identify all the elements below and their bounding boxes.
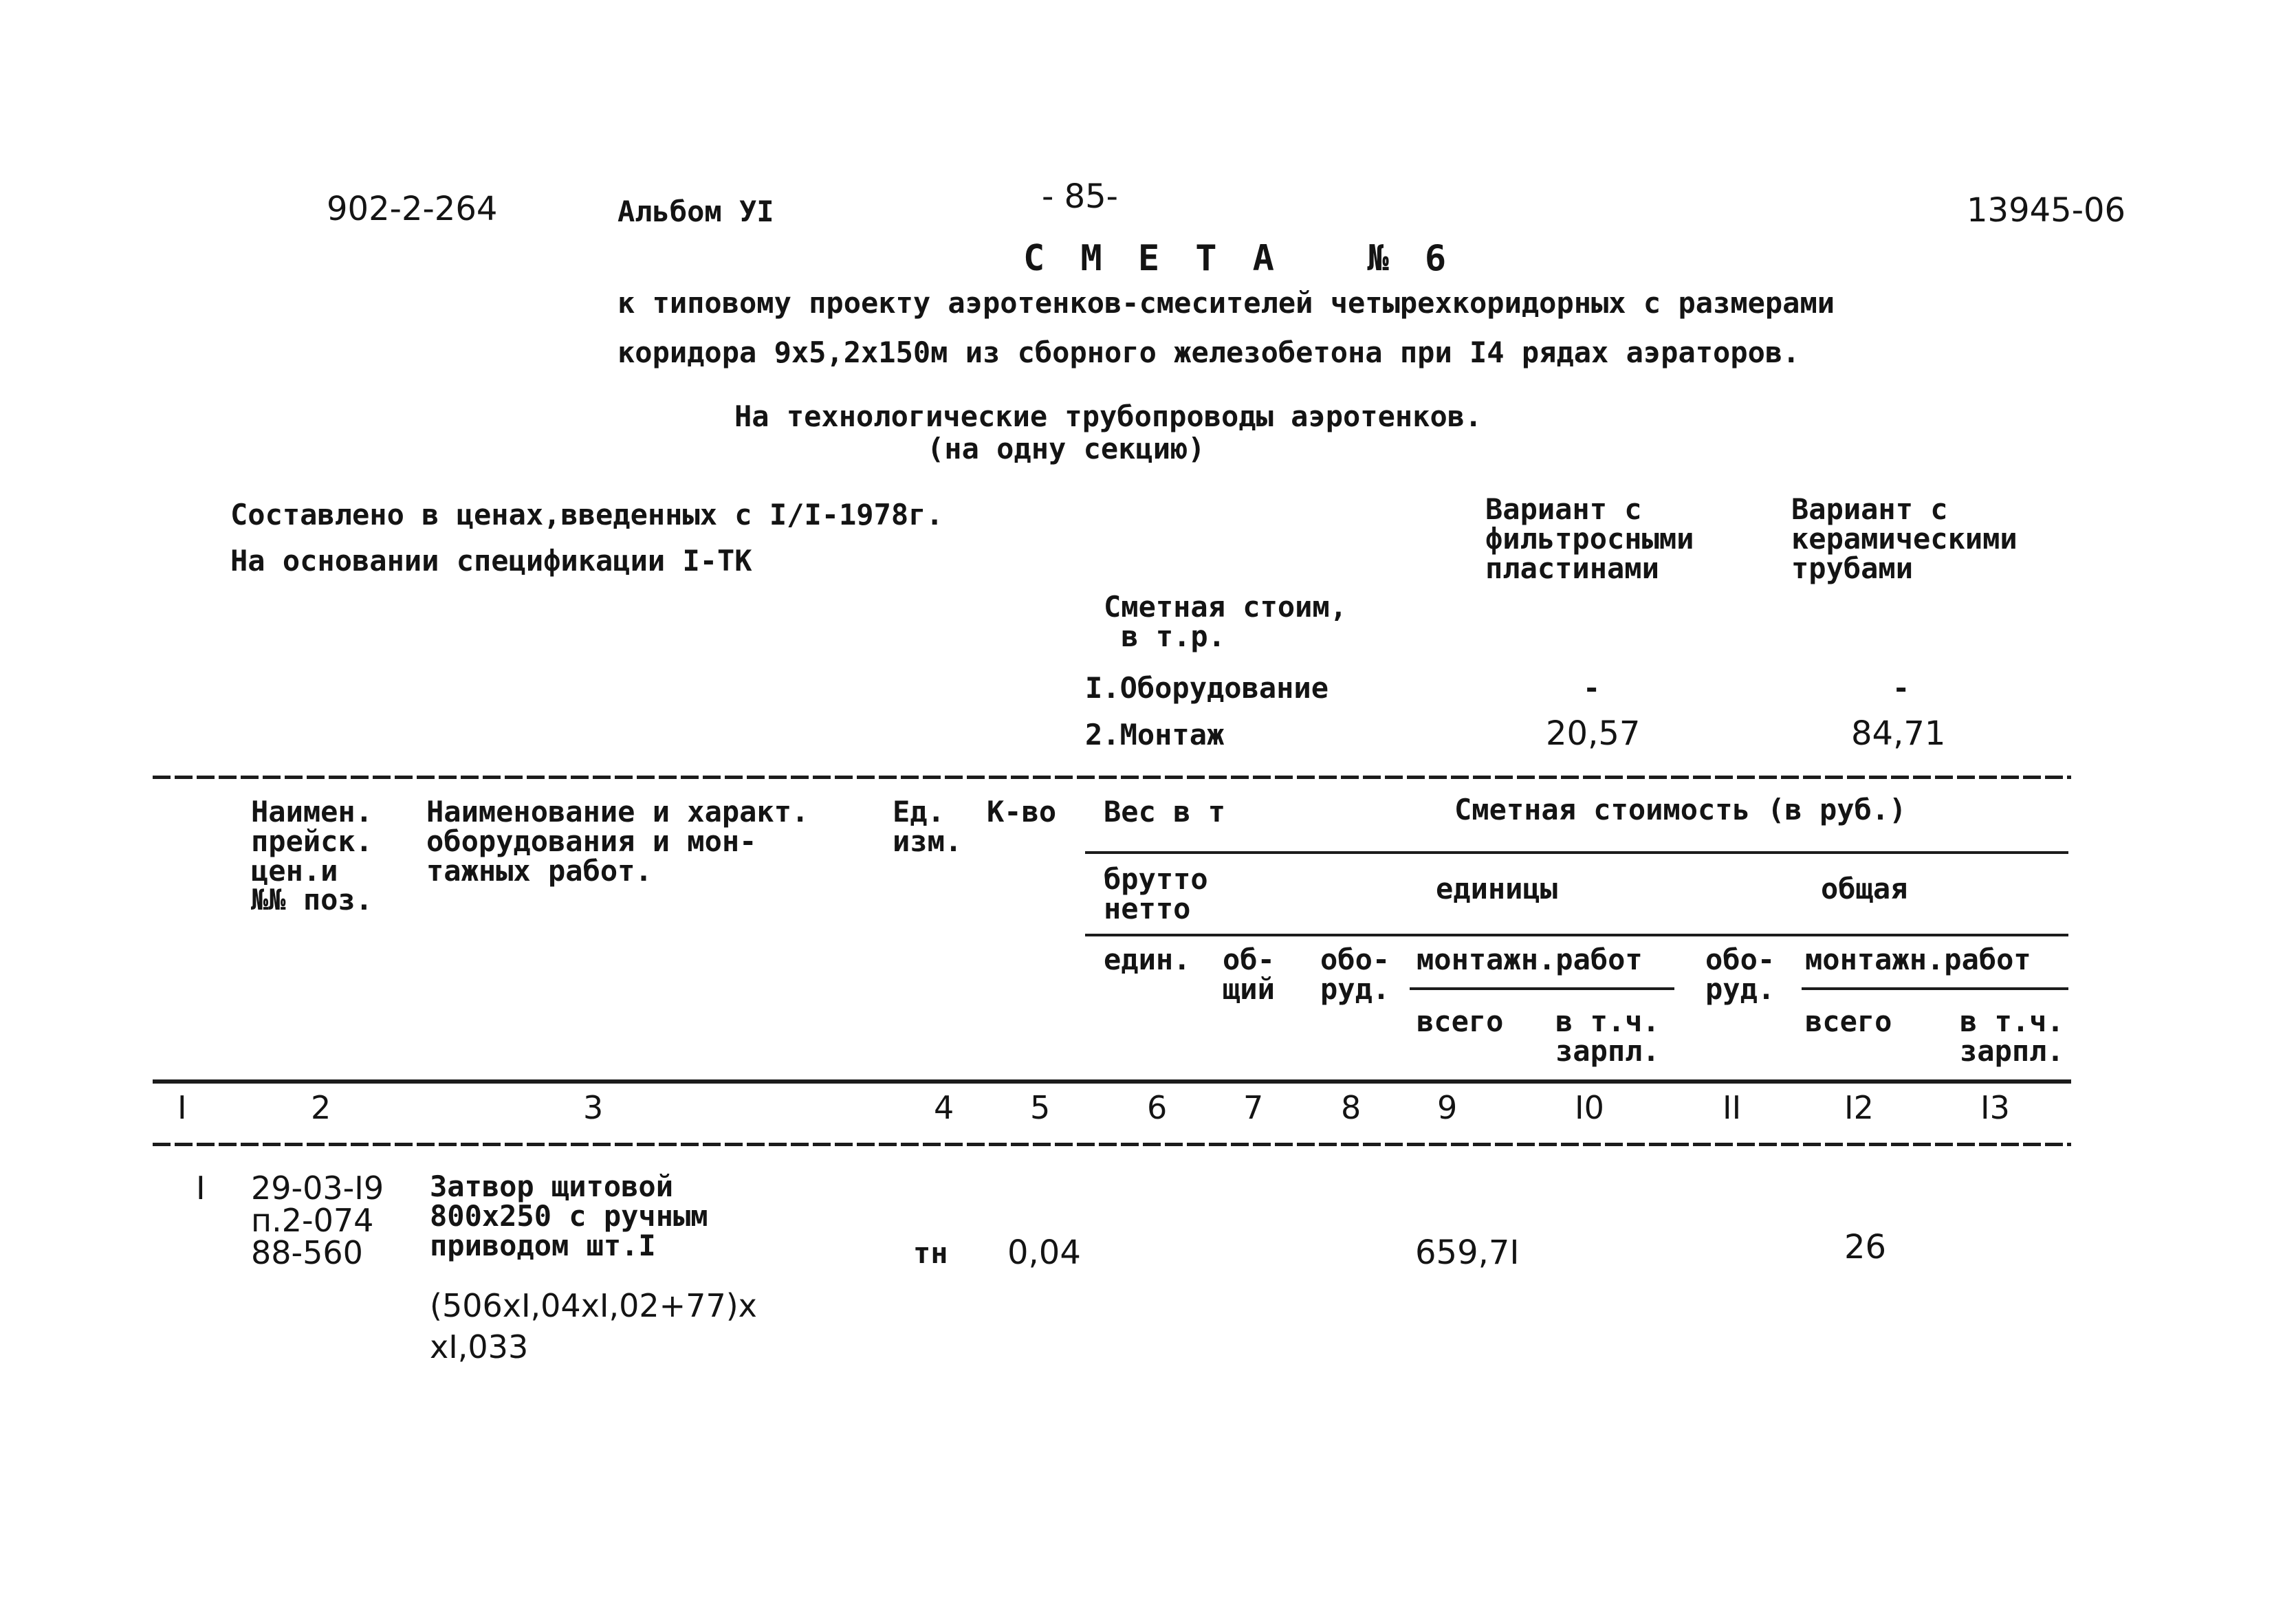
basis-note: На основании спецификации I-TК bbox=[230, 544, 752, 578]
mount-rule-1 bbox=[1410, 987, 1674, 990]
row-number: I bbox=[196, 1170, 206, 1207]
row-mounting-total: 26 bbox=[1844, 1228, 1887, 1266]
cost-header-rule bbox=[1085, 851, 2068, 854]
header-unit-all: всего bbox=[1417, 1005, 1504, 1038]
col-number-2: 2 bbox=[311, 1089, 331, 1126]
row-price-code: 29-03-I9 п.2-074 88-560 bbox=[251, 1170, 384, 1271]
row-price-formula: (506хI,04хI,02+77)х хI,033 bbox=[430, 1287, 757, 1365]
mounting-variant-2: 84,71 bbox=[1851, 714, 1946, 753]
album-label: Альбом УI bbox=[617, 195, 774, 228]
equipment-label: I.Оборудование bbox=[1085, 671, 1329, 705]
variant-2-heading: Вариант с керамическими трубами bbox=[1791, 492, 2018, 585]
subject-line-1: На технологические трубопроводы аэротенков. bbox=[734, 399, 1483, 433]
col-number-7: 7 bbox=[1243, 1089, 1264, 1126]
mounting-variant-1: 20,57 bbox=[1546, 714, 1641, 753]
header-quantity: К-во bbox=[987, 795, 1057, 829]
header-item-name: Наименование и характ. оборудования и мон- тажных работ. bbox=[426, 795, 809, 888]
mount-rule-2 bbox=[1802, 987, 2068, 990]
header-bottom-rule bbox=[153, 1079, 2071, 1084]
col-number-10: I0 bbox=[1575, 1089, 1604, 1126]
row-mounting-unit-total: 659,7I bbox=[1415, 1233, 1520, 1272]
archive-number: 13945-06 bbox=[1967, 191, 2126, 230]
col-number-6: 6 bbox=[1147, 1089, 1168, 1126]
col-number-4: 4 bbox=[934, 1089, 954, 1126]
equipment-variant-1: - bbox=[1583, 671, 1601, 705]
row-item-name: Затвор щитовой 800х250 с ручным приводом шт.I bbox=[430, 1170, 708, 1262]
col-number-12: I2 bbox=[1844, 1089, 1874, 1126]
header-weight: Вес в т bbox=[1104, 795, 1226, 829]
subheader-rule bbox=[1085, 934, 2068, 936]
document-heading: С М Е Т А № 6 bbox=[1023, 238, 1454, 279]
equipment-variant-2: - bbox=[1892, 671, 1910, 705]
header-equipment-total: обо- руд. bbox=[1705, 943, 1775, 1006]
col-number-13: I3 bbox=[1980, 1089, 2010, 1126]
row-unit: тн bbox=[913, 1236, 948, 1270]
header-total-all: всего bbox=[1805, 1005, 1892, 1038]
header-unit-wages: в т.ч. зарпл. bbox=[1555, 1005, 1660, 1068]
header-per-unit: единицы bbox=[1436, 872, 1558, 906]
title-line-2: коридора 9х5,2х150м из сборного железобетона при I4 рядах аэраторов. bbox=[617, 336, 1800, 369]
cost-label: Сметная стоим, в т.р. bbox=[1104, 590, 1348, 653]
prices-note: Составлено в ценах,введенных с I/I-1978г. bbox=[230, 498, 943, 531]
col-number-1: I bbox=[177, 1089, 187, 1126]
column-numbers-rule bbox=[153, 1143, 2071, 1146]
variant-1-heading: Вариант с фильтросными пластинами bbox=[1485, 492, 1694, 585]
row-quantity: 0,04 bbox=[1007, 1233, 1081, 1272]
header-total: общая bbox=[1821, 872, 1908, 906]
col-number-8: 8 bbox=[1341, 1089, 1362, 1126]
header-estimated-cost: Сметная стоимость (в руб.) bbox=[1454, 793, 1907, 826]
col-number-3: 3 bbox=[583, 1089, 604, 1126]
page-number: - 85- bbox=[1042, 177, 1118, 216]
col-number-9: 9 bbox=[1437, 1089, 1458, 1126]
header-mounting-total: монтажн.работ bbox=[1805, 943, 2031, 976]
header-weight-unit: един. bbox=[1104, 943, 1191, 976]
header-price-code: Наимен. прейск. цен.и №№ поз. bbox=[251, 795, 373, 917]
header-brutto-netto: брутто нетто bbox=[1104, 862, 1208, 925]
header-equipment-unit: обо- руд. bbox=[1320, 943, 1390, 1006]
mounting-label: 2.Монтаж bbox=[1085, 718, 1225, 751]
col-number-11: II bbox=[1723, 1089, 1742, 1126]
header-mounting-unit: монтажн.работ bbox=[1417, 943, 1643, 976]
col-number-5: 5 bbox=[1030, 1089, 1051, 1126]
subject-line-2: (на одну секцию) bbox=[927, 432, 1205, 465]
header-total-wages: в т.ч. зарпл. bbox=[1960, 1005, 2064, 1068]
title-line-1: к типовому проекту аэротенков-смесителей четырехкоридорных с размерами bbox=[617, 286, 1835, 320]
header-unit: Ед. изм. bbox=[893, 795, 963, 858]
header-weight-total: об- щий bbox=[1223, 943, 1275, 1006]
table-top-rule bbox=[153, 776, 2071, 779]
doc-code: 902-2-264 bbox=[327, 190, 498, 228]
